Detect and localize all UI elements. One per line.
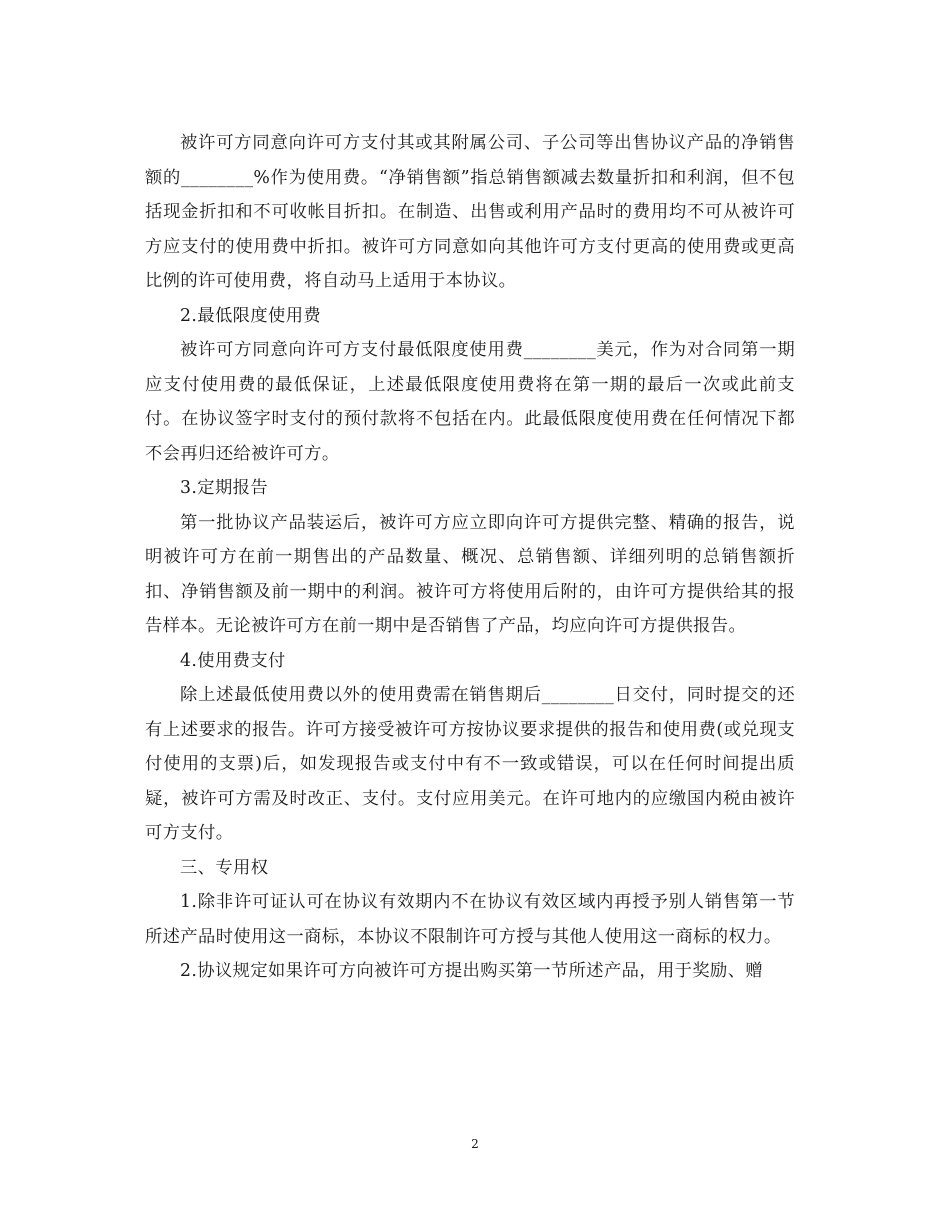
heading-royalty-payment: 4.使用费支付 [180, 650, 286, 671]
paragraph-exclusive-rights-1: 1.除非许可证认可在协议有效期内不在协议有效区域内再授予别人销售第一节所述产品时使用这一商标，本协议不限制许可方授与其他人使用这一商标的权力。 [145, 892, 795, 947]
paragraph-royalty-payment: 除上述最低使用费以外的使用费需在销售期后________日交付，同时提交的还有上述要求的报告。许可方接受被许可方按协议要求提供的报告和使用费(或兑现支付使用的支票)后，如发现报告或支付中有不一致或错误，可以在任何时间提出质疑，被许可方需及时改正、支付。支付应用美元。在许可地内的应缴国内税由被许可方支付。 [145, 685, 795, 843]
paragraph-royalty-rate: 被许可方同意向许可方支付其或其附属公司、子公司等出售协议产品的净销售额的________%作为使用费。“净销售额”指总销售额减去数量折扣和利润，但不包括现金折扣和不可收帐目折扣。在制造、出售或利用产品时的费用均不可从被许可方应支付的使用费中折扣。被许可方同意如向其他许可方支付更高的使用费或更高比例的许可使用费，将自动马上适用于本协议。 [145, 133, 795, 291]
heading-minimum-royalty: 2.最低限度使用费 [180, 305, 322, 326]
paragraph-periodic-report: 第一批协议产品装运后，被许可方应立即向许可方提供完整、精确的报告，说明被许可方在前一期售出的产品数量、概况、总销售额、详细列明的总销售额折扣、净销售额及前一期中的利润。被许可方将使用后附的，由许可方提供给其的报告样本。无论被许可方在前一期中是否销售了产品，均应向许可方提供报告。 [145, 512, 795, 636]
paragraph-exclusive-rights-2: 2.协议规定如果许可方向被许可方提出购买第一节所述产品，用于奖励、赠 [180, 961, 764, 981]
document-body [145, 126, 795, 989]
heading-periodic-report: 3.定期报告 [180, 478, 269, 498]
page-number: 2 [471, 1137, 479, 1151]
heading-exclusive-rights: 三、专用权 [180, 857, 269, 878]
paragraph-minimum-royalty: 被许可方同意向许可方支付最低限度使用费________美元，作为对合同第一期应支付使用费的最低保证，上述最低限度使用费将在第一期的最后一次或此前支付。在协议签字时支付的预付款将不包括在内。此最低限度使用费在任何情况下都不会再归还给被许可方。 [145, 340, 795, 464]
